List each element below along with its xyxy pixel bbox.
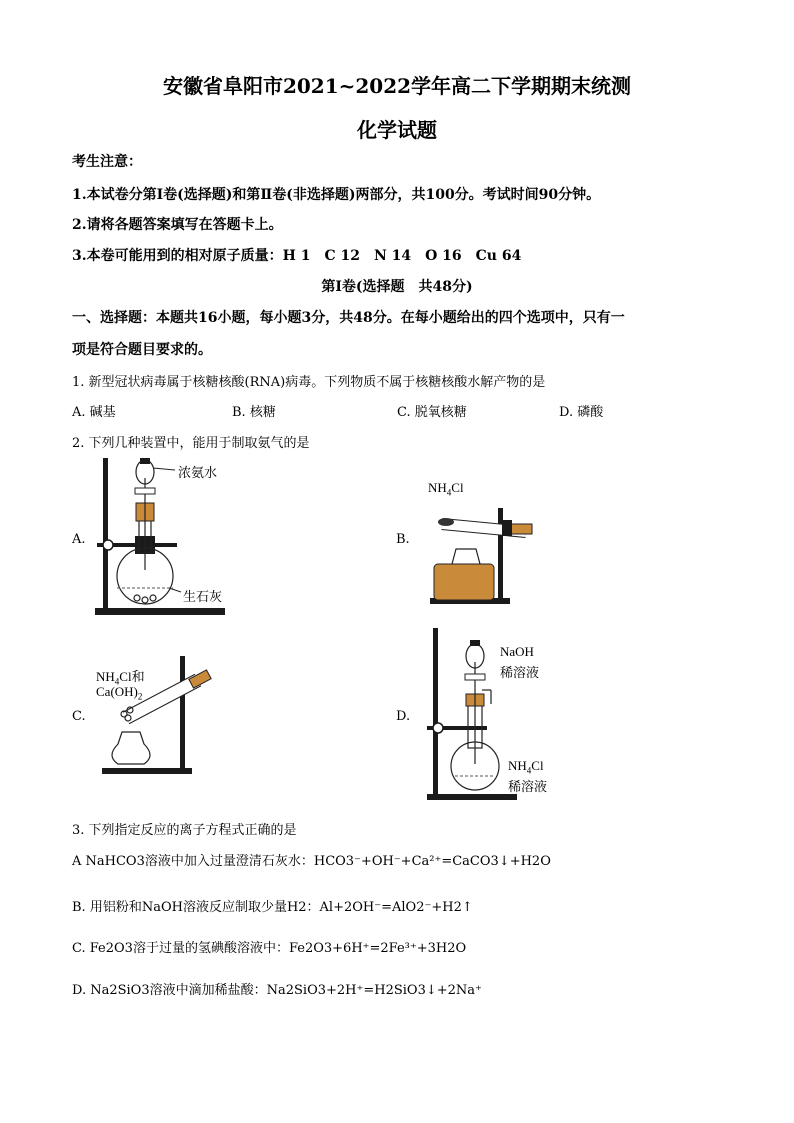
label-quicklime: 生石灰: [183, 589, 223, 604]
label-c-line1: $NH_4Cl$和: [96, 669, 145, 687]
q3-option-c: C. Fe2O3溶于过量的氢碘酸溶液中：Fe2O3+6H⁺=2Fe³⁺+3H2O: [72, 941, 467, 956]
q2-letter-c: C.: [72, 709, 86, 724]
label-c-line2: $Ca(OH)_2$: [96, 684, 143, 702]
label-d-nh4cl-dilute: 稀溶液: [508, 779, 548, 794]
label-d-naoh: NaOH: [500, 644, 534, 659]
label-b-ammonium-chloride: $NH_4Cl$: [428, 480, 464, 498]
page-subtitle: 化学试题: [357, 118, 437, 142]
q1-stem: 1. 新型冠状病毒属于核糖核酸(RNA)病毒。下列物质不属于核糖核酸水解产物的是: [72, 375, 546, 390]
apparatus-b-figure: [428, 494, 538, 609]
notice-item-2: 2.请将各题答案填写在答题卡上。: [72, 217, 283, 233]
q2-letter-a: A.: [72, 532, 86, 547]
q1-option-c: C. 脱氧核糖: [397, 405, 467, 420]
q3-stem: 3. 下列指定反应的离子方程式正确的是: [72, 823, 297, 838]
q2-letter-d: D.: [396, 709, 411, 724]
label-concentrated-ammonia: 浓氨水: [178, 465, 218, 480]
q2-stem: 2. 下列几种装置中，能用于制取氨气的是: [72, 436, 310, 451]
notice-item-3: 3.本卷可能用到的相对原子质量：H 1 C 12 N 14 O 16 Cu 64: [72, 248, 522, 264]
part1-title: 第Ⅰ卷(选择题 共48分): [321, 279, 473, 295]
q2-letter-b: B.: [396, 532, 410, 547]
q3-option-b: B. 用铝粉和NaOH溶液反应制取少量H2：Al+2OH⁻=AlO2⁻+H2↑: [72, 900, 473, 915]
q1-option-b: B. 核糖: [232, 405, 276, 420]
section1-line1: 一、选择题：本题共16小题，每小题3分，共48分。在每小题给出的四个选项中，只有一: [72, 310, 625, 326]
q3-option-a: A NaHCO3溶液中加入过量澄清石灰水：HCO3⁻+OH⁻+Ca²⁺=CaCO3↓+H2O: [72, 854, 551, 869]
q3-option-d: D. Na2SiO3溶液中滴加稀盐酸：Na2SiO3+2H⁺=H2SiO3↓+2Na⁺: [72, 983, 482, 998]
q1-option-a: A. 碱基: [72, 405, 116, 420]
notice-heading: 考生注意：: [72, 154, 142, 170]
q1-option-d: D. 磷酸: [559, 405, 604, 420]
label-d-nh4cl: $NH_4Cl$: [508, 758, 544, 776]
section1-line2: 项是符合题目要求的。: [72, 342, 212, 358]
page-title: 安徽省阜阳市2021~2022学年高二下学期期末统测: [162, 74, 632, 98]
notice-item-1: 1.本试卷分第Ⅰ卷(选择题)和第Ⅱ卷(非选择题)两部分，共100分。考试时间90分钟。: [72, 187, 601, 203]
label-d-naoh-dilute: 稀溶液: [500, 665, 540, 680]
